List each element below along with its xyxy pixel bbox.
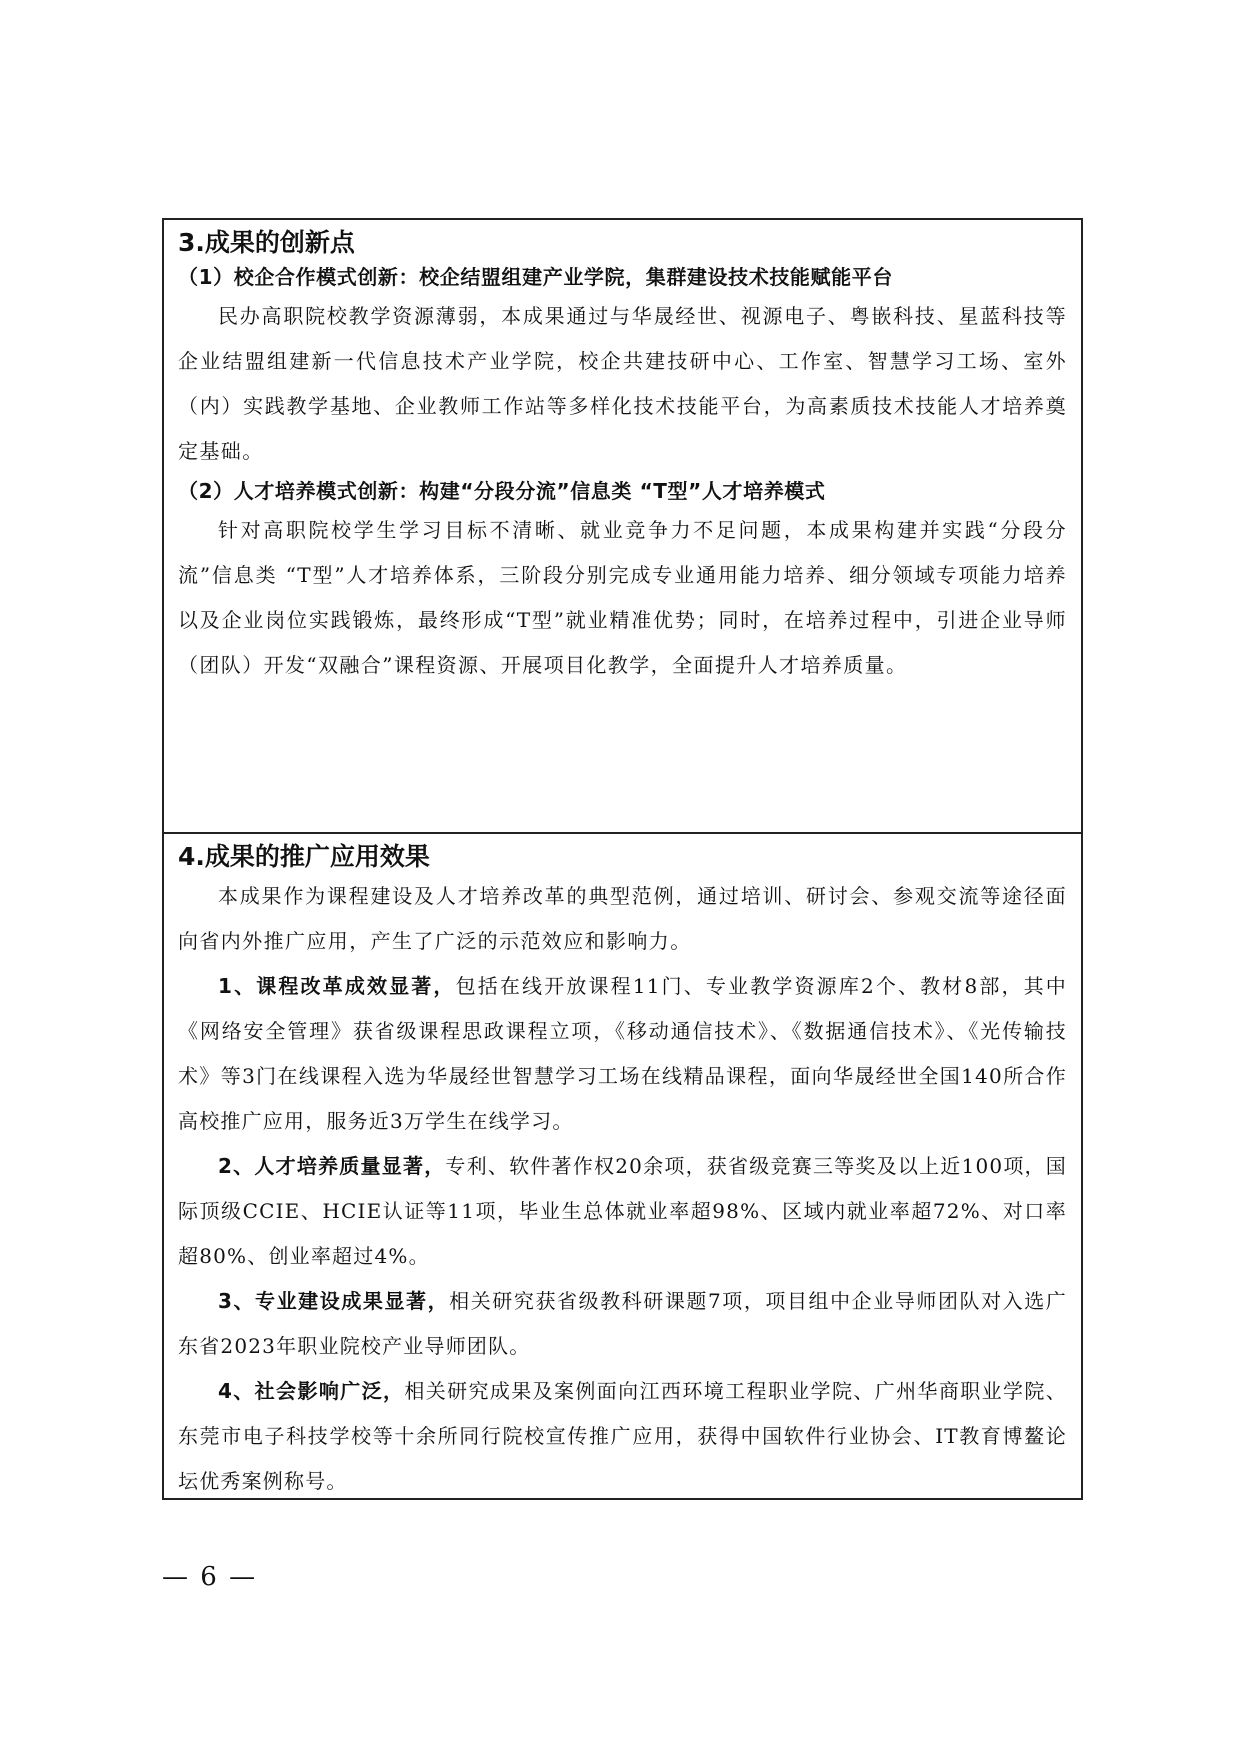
promotion-section xyxy=(164,834,1081,1498)
content-table xyxy=(162,218,1083,1500)
innovation-section xyxy=(164,220,1081,834)
promotion-section-title: 4.成果的推广应用效果 xyxy=(178,842,430,871)
promotion-point-4-text: 相关研究成果及案例面向江西环境工程职业学院、广州华商职业学院、东莞市电子科技学校等十余所同行院校宣传推广应用，获得中国软件行业协会、IT教育博鳌论坛优秀案例称号。 xyxy=(178,1379,1068,1493)
innovation-item-2-body: 针对高职院校学生学习目标不清晰、就业竞争力不足问题，本成果构建并实践“分段分流”信息类 “T型”人才培养体系，三阶段分别完成专业通用能力培养、细分领域专项能力培养以及企业岗位实践锻炼，最终形成“T型”就业精准优势；同时，在培养过程中，引进企业导师（团队）开发“双融合”课程资源、开展项目化教学，全面提升人才培养质量。 xyxy=(178,518,1067,677)
promotion-point-4 xyxy=(178,1369,1067,1504)
promotion-point-3 xyxy=(178,1279,1067,1369)
promotion-intro: 本成果作为课程建设及人才培养改革的典型范例，通过培训、研讨会、参观交流等途径面向省内外推广应用，产生了广泛的示范效应和影响力。 xyxy=(178,884,1067,953)
innovation-item-1-body: 民办高职院校教学资源薄弱，本成果通过与华晟经世、视源电子、粤嵌科技、星蓝科技等企业结盟组建新一代信息技术产业学院，校企共建技研中心、工作室、智慧学习工场、室外（内）实践教学基地、企业教师工作站等多样化技术技能平台，为高素质技术技能人才培养奠定基础。 xyxy=(178,304,1067,463)
promotion-point-1 xyxy=(178,964,1067,1144)
innovation-section-title: 3.成果的创新点 xyxy=(178,228,355,257)
innovation-item-1-heading: （1）校企合作模式创新：校企结盟组建产业学院，集群建设技术技能赋能平台 xyxy=(178,265,893,289)
promotion-point-2-text: 专利、软件著作权20余项，获省级竞赛三等奖及以上近100项，国际顶级CCIE、HCIE认证等11项，毕业生总体就业率超98%、区域内就业率超72%、对口率超80%、创业率超过4%。 xyxy=(178,1154,1067,1268)
promotion-point-3-lead: 3、专业建设成果显著， xyxy=(218,1289,450,1313)
page-number: — 6 — xyxy=(162,1562,258,1592)
promotion-point-1-text: 包括在线开放课程11门、专业教学资源库2个、教材8部，其中《网络安全管理》获省级课程思政课程立项，《移动通信技术》、《数据通信技术》、《光传输技术》等3门在线课程入选为华晟经世智慧学习工场在线精品课程，面向华晟经世全国140所合作高校推广应用，服务近3万学生在线学习。 xyxy=(178,974,1067,1133)
promotion-point-2 xyxy=(178,1144,1067,1279)
promotion-point-3-text: 相关研究获省级教科研课题7项，项目组中企业导师团队对入选广东省2023年职业院校产业导师团队。 xyxy=(178,1289,1067,1358)
innovation-item-2-heading: （2）人才培养模式创新：构建“分段分流”信息类 “T型”人才培养模式 xyxy=(178,479,826,503)
promotion-point-4-lead: 4、社会影响广泛， xyxy=(218,1379,405,1403)
promotion-point-2-lead: 2、人才培养质量显著， xyxy=(218,1154,446,1178)
promotion-point-1-lead: 1、课程改革成效显著， xyxy=(218,974,456,998)
